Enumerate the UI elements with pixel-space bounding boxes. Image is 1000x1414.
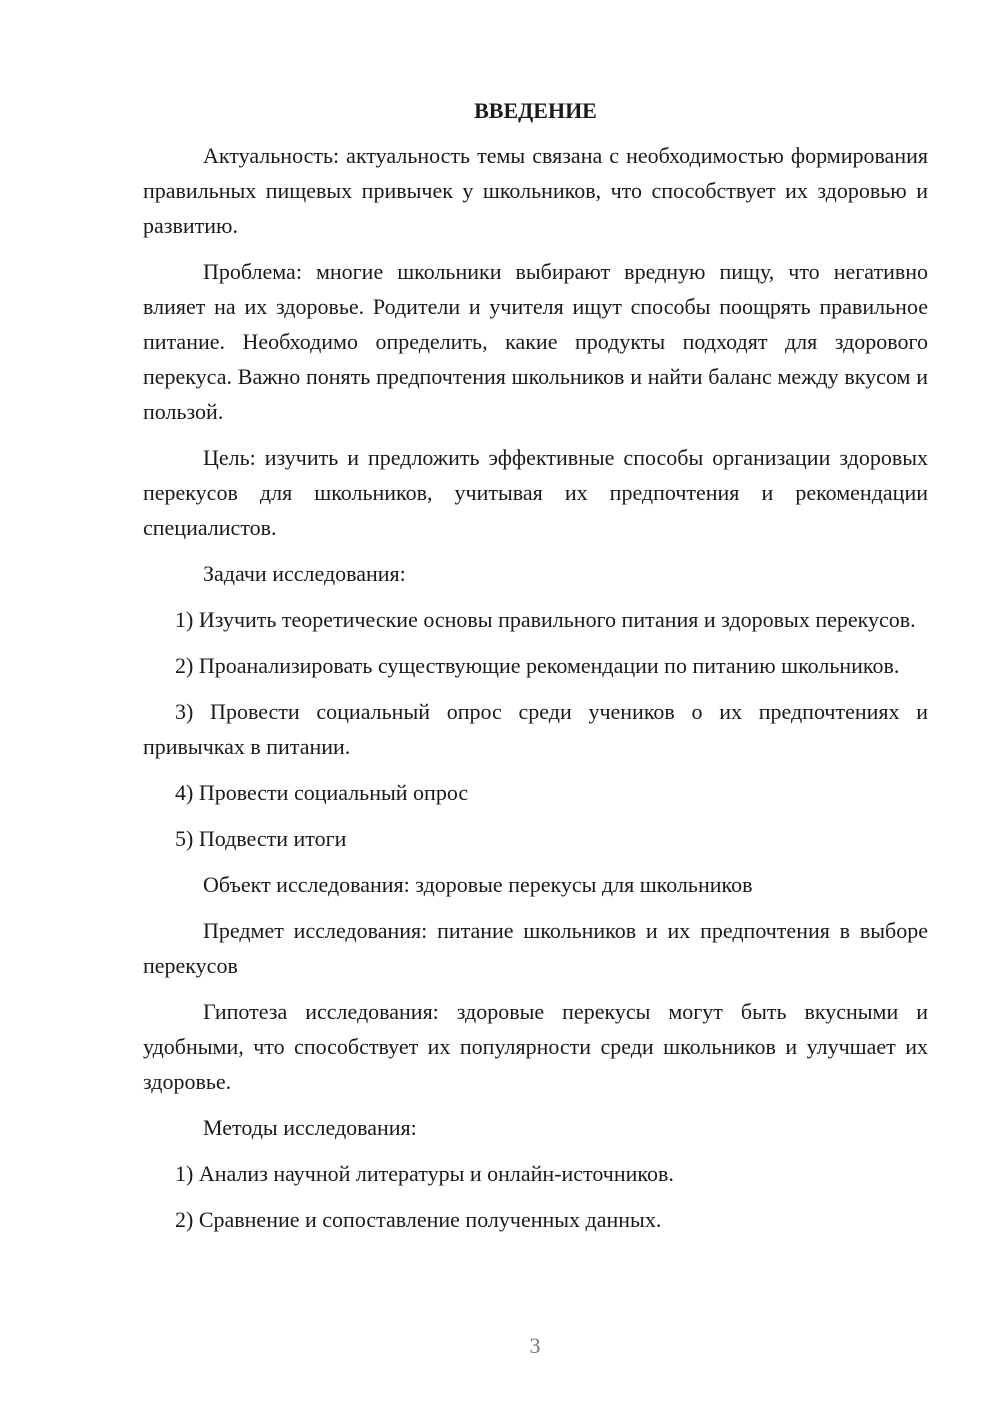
document-title: ВВЕДЕНИЕ — [474, 98, 597, 123]
task-item-2: 2) Проанализировать существующие рекомендации по питанию школьников. — [175, 653, 900, 678]
task-item-4: 4) Провести социальный опрос — [175, 780, 469, 805]
tasks-heading: Задачи исследования: — [203, 561, 406, 586]
document-page — [143, 96, 928, 1248]
object-paragraph: Объект исследования: здоровые перекусы для школьников — [203, 872, 753, 897]
subject-paragraph: Предмет исследования: питание школьников и их предпочтения в выборе перекусов — [143, 918, 928, 978]
task-item-1: 1) Изучить теоретические основы правильного питания и здоровых перекусов. — [175, 607, 916, 632]
hypothesis-paragraph: Гипотеза исследования: здоровые перекусы могут быть вкусными и удобными, что способствует их популярности среди школьников и улучшает их здоровье. — [143, 999, 928, 1094]
relevance-paragraph: Актуальность: актуальность темы связана с необходимостью формирования правильных пищевых привычек у школьников, что способствует их здоровью и развитию. — [143, 143, 928, 238]
method-item-1: 1) Анализ научной литературы и онлайн-источников. — [175, 1161, 674, 1186]
task-item-5: 5) Подвести итоги — [175, 826, 347, 851]
method-item-2: 2) Сравнение и сопоставление полученных данных. — [175, 1207, 662, 1232]
problem-paragraph: Проблема: многие школьники выбирают вредную пищу, что негативно влияет на их здоровье. Родители и учителя ищут способы поощрять правильное питание. Необходимо определить, какие продукты подходят для здорового перекуса. Важно понять предпочтения школьников и найти баланс между вкусом и пользой. — [143, 259, 928, 424]
goal-paragraph: Цель: изучить и предложить эффективные способы организации здоровых перекусов для школьников, учитывая их предпочтения и рекомендации специалистов. — [143, 445, 928, 540]
page-number: 3 — [529, 1333, 541, 1358]
task-item-3: 3) Провести социальный опрос среди учеников о их предпочтениях и привычках в питании. — [143, 699, 928, 759]
methods-heading: Методы исследования: — [203, 1115, 417, 1140]
